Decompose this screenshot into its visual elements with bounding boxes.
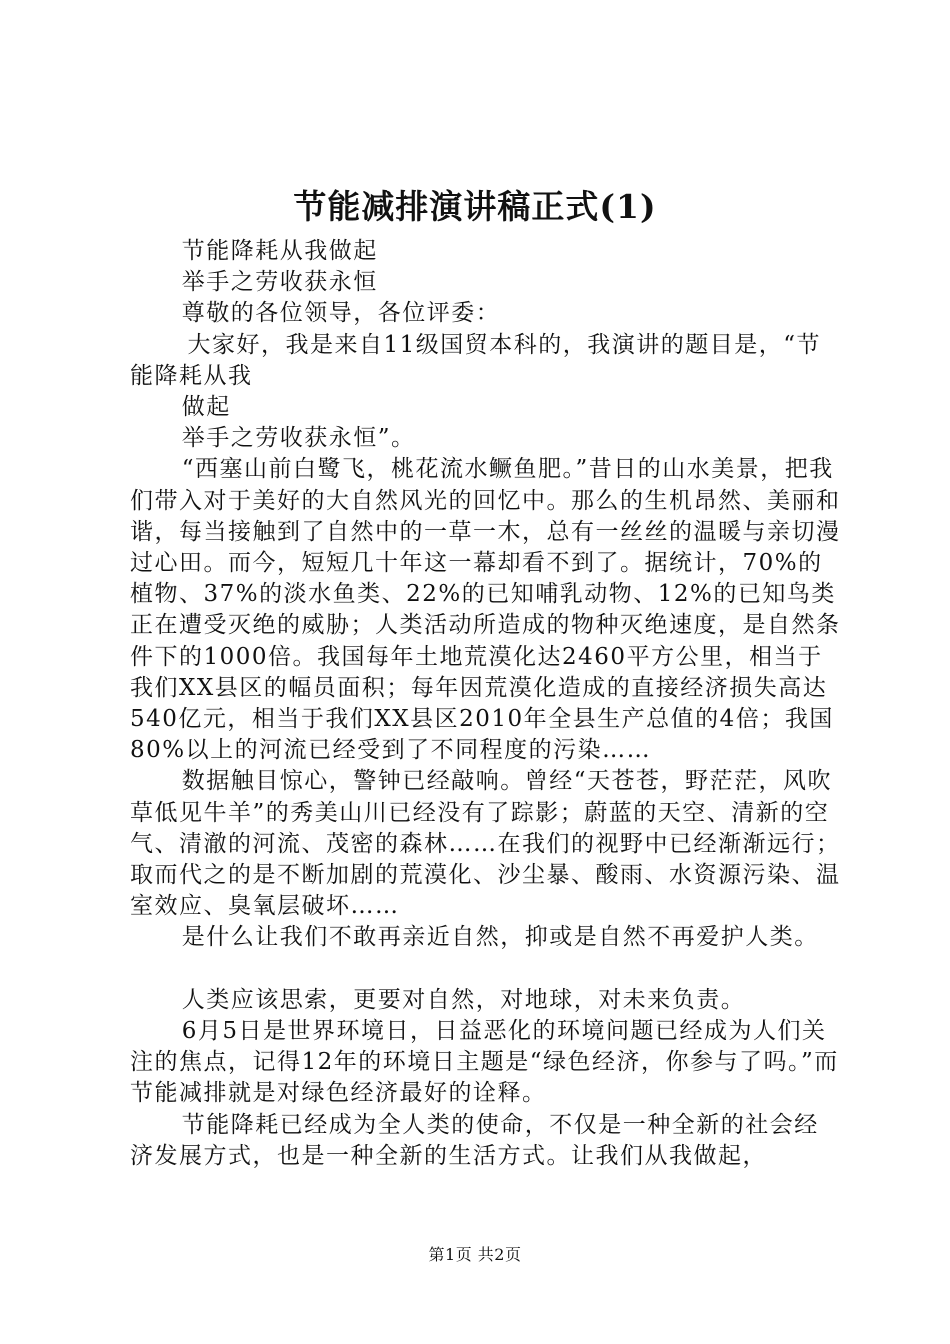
paragraph: “西塞山前白鹭飞，桃花流水鳜鱼肥。”昔日的山水美景，把我们带入对于美好的大自然风光的回忆中。那么的生机昂然、美丽和谐，每当接触到了自然中的一草一木，总有一丝丝的温暖与亲切漫过心田。而今，短短几十年这一幕却看不到了。据统计，70%的植物、37%的淡水鱼类、22%的已知哺乳动物、12%的已知鸟类正在遭受灭绝的威胁；人类活动所造成的物种灭绝速度，是自然条件下的1000倍。我国每年土地荒漠化达2460平方公里，相当于我们XX县区的幅员面积；每年因荒漠化造成的直接经济损失高达540亿元，相当于我们XX县区2010年全县生产总值的4倍；我国80%以上的河流已经受到了不同程度的污染…… bbox=[130, 456, 841, 764]
paragraph: 节能降耗已经成为全人类的使命，不仅是一种全新的社会经济发展方式，也是一种全新的生活方式。让我们从我做起， bbox=[130, 1111, 819, 1169]
blank-line bbox=[130, 954, 842, 985]
paragraph: 是什么让我们不敢再亲近自然，抑或是自然不再爱护人类。 bbox=[181, 924, 819, 951]
document-title: 节能减排演讲稿正式(1) bbox=[293, 187, 657, 226]
paragraph: 节能降耗从我做起 bbox=[181, 238, 378, 264]
paragraph: 6月5日是世界环境日，日益恶化的环境问题已经成为人们关注的焦点，记得12年的环境日主题是“绿色经济，你参与了吗。”而节能减排就是对绿色经济最好的诠释。 bbox=[130, 1018, 839, 1107]
paragraph: 数据触目惊心，警钟已经敲响。曾经“天苍苍，野茫茫，风吹草低见牛羊”的秀美山川已经没有了踪影；蔚蓝的天空、清新的空气、清澈的河流、茂密的森林……在我们的视野中已经渐渐远行；取而代之的是不断加剧的荒漠化、沙尘暴、酸雨、水资源污染、温室效应、臭氧层破坏…… bbox=[130, 768, 841, 920]
paragraph: 做起 bbox=[181, 394, 231, 421]
paragraph: 举手之劳收获永恒 bbox=[181, 269, 378, 296]
paragraph: 大家好，我是来自11级国贸本科的，我演讲的题目是，“节能降耗从我 bbox=[130, 331, 822, 389]
page-footer: 第1页 共2页 bbox=[428, 1245, 522, 1264]
paragraph: 尊敬的各位领导，各位评委： bbox=[181, 300, 501, 327]
document-body bbox=[130, 236, 842, 1172]
paragraph: 人类应该思索，更要对自然，对地球，对未来负责。 bbox=[181, 986, 746, 1013]
paragraph: 举手之劳收获永恒”。 bbox=[181, 425, 416, 452]
